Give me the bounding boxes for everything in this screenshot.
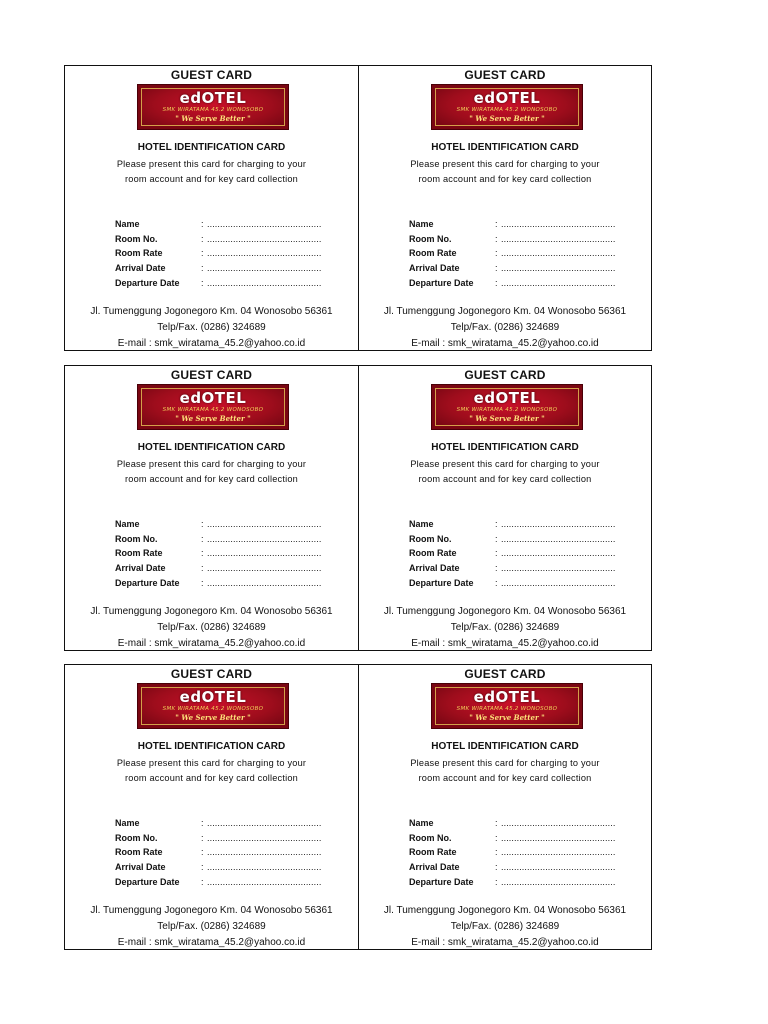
field-label: Room Rate <box>409 548 457 559</box>
field-label: Room Rate <box>115 548 163 559</box>
field-room-no <box>409 232 649 247</box>
field-colon: : <box>495 519 498 530</box>
field-arrival-date <box>115 860 355 875</box>
field-label: Departure Date <box>115 876 180 887</box>
field-departure-date <box>409 874 649 889</box>
field-blank: ............................................ <box>207 818 322 829</box>
field-blank: ............................................ <box>501 248 616 259</box>
hotel-contact <box>359 903 651 950</box>
hotel-contact <box>65 903 358 950</box>
card-title: GUEST CARD <box>464 68 546 82</box>
instruction-text: Please present this card for charging to your room account and for key card collection <box>116 459 307 484</box>
field-blank: ............................................ <box>207 862 322 873</box>
field-label: Room Rate <box>409 847 457 858</box>
hotel-phone: Telp/Fax. (0286) 324689 <box>450 321 560 333</box>
identification-title: HOTEL IDENTIFICATION CARD <box>137 741 286 752</box>
hotel-contact <box>359 304 651 351</box>
field-departure-date <box>115 874 355 889</box>
logo-subtitle: SMK WIRATAMA 45.2 WONOSOBO <box>456 706 558 712</box>
card-title: GUEST CARD <box>464 667 546 681</box>
field-colon: : <box>201 263 204 274</box>
field-blank: ............................................ <box>207 548 322 559</box>
field-blank: ............................................ <box>207 263 322 274</box>
field-blank: ............................................ <box>501 233 616 244</box>
logo-subtitle: SMK WIRATAMA 45.2 WONOSOBO <box>456 407 558 413</box>
field-colon: : <box>495 563 498 574</box>
field-blank: ............................................ <box>501 847 616 858</box>
field-blank: ............................................ <box>501 219 616 230</box>
field-blank: ............................................ <box>207 277 322 288</box>
logo-subtitle: SMK WIRATAMA 45.2 WONOSOBO <box>162 107 264 113</box>
field-label: Room No. <box>115 832 158 843</box>
field-departure-date <box>409 575 649 590</box>
field-colon: : <box>201 248 204 259</box>
field-label: Name <box>115 519 140 530</box>
guest-fields <box>409 816 649 889</box>
hotel-address: Jl. Tumenggung Jogonegoro Km. 04 Wonosobo 56361 <box>383 606 627 617</box>
card-title: GUEST CARD <box>170 68 253 82</box>
field-departure-date <box>115 575 355 590</box>
field-arrival-date <box>115 261 355 276</box>
field-blank: ............................................ <box>501 862 616 873</box>
field-label: Name <box>409 818 434 829</box>
field-label: Departure Date <box>115 277 180 288</box>
field-blank: ............................................ <box>207 577 322 588</box>
hotel-phone: Telp/Fax. (0286) 324689 <box>157 621 266 633</box>
hotel-logo <box>431 384 583 430</box>
hotel-email: E-mail : smk_wiratama_45.2@yahoo.co.id <box>411 337 599 349</box>
field-colon: : <box>495 832 498 843</box>
field-blank: ............................................ <box>207 233 322 244</box>
logo-brand: edOTEL <box>473 389 541 407</box>
field-arrival-date <box>409 860 649 875</box>
logo-brand: edOTEL <box>473 89 541 107</box>
field-room-rate <box>115 845 355 860</box>
field-blank: ............................................ <box>207 219 322 230</box>
card-row-1 <box>64 65 652 351</box>
guest-fields <box>409 217 649 290</box>
field-room-no <box>409 831 649 846</box>
field-blank: ............................................ <box>207 563 322 574</box>
field-colon: : <box>201 563 204 574</box>
field-colon: : <box>201 519 204 530</box>
field-name <box>409 816 649 831</box>
hotel-logo <box>137 84 289 130</box>
field-blank: ............................................ <box>207 519 322 530</box>
field-room-rate <box>409 546 649 561</box>
hotel-address: Jl. Tumenggung Jogonegoro Km. 04 Wonosobo 56361 <box>383 306 627 317</box>
field-colon: : <box>495 277 498 288</box>
logo-brand: edOTEL <box>179 389 247 407</box>
field-colon: : <box>495 818 498 829</box>
guest-fields <box>115 217 355 290</box>
card-title: GUEST CARD <box>170 667 253 681</box>
hotel-email: E-mail : smk_wiratama_45.2@yahoo.co.id <box>117 936 306 948</box>
field-label: Departure Date <box>409 876 474 887</box>
hotel-contact <box>65 604 358 651</box>
field-colon: : <box>201 876 204 887</box>
instruction-text: Please present this card for charging to your room account and for key card collection <box>410 758 600 783</box>
instruction-text: Please present this card for charging to your room account and for key card collection <box>116 758 307 783</box>
logo-subtitle: SMK WIRATAMA 45.2 WONOSOBO <box>162 706 264 712</box>
logo-brand: edOTEL <box>179 688 247 706</box>
field-colon: : <box>495 248 498 259</box>
guest-fields <box>409 517 649 590</box>
field-name <box>115 816 355 831</box>
field-label: Departure Date <box>115 577 180 588</box>
instruction-text: Please present this card for charging to your room account and for key card collection <box>410 159 600 184</box>
field-label: Room No. <box>115 533 158 544</box>
field-colon: : <box>495 548 498 559</box>
field-label: Room No. <box>409 832 452 843</box>
logo-slogan: " We Serve Better " <box>469 114 545 123</box>
field-label: Arrival Date <box>115 862 166 873</box>
field-blank: ............................................ <box>501 832 616 843</box>
field-room-no <box>115 831 355 846</box>
field-label: Room Rate <box>115 847 163 858</box>
field-label: Room No. <box>409 533 452 544</box>
hotel-contact <box>65 304 358 351</box>
hotel-email: E-mail : smk_wiratama_45.2@yahoo.co.id <box>117 637 306 649</box>
field-label: Arrival Date <box>115 263 166 274</box>
hotel-address: Jl. Tumenggung Jogonegoro Km. 04 Wonosobo 56361 <box>383 905 627 916</box>
field-blank: ............................................ <box>501 519 616 530</box>
field-name <box>409 517 649 532</box>
field-label: Room Rate <box>115 248 163 259</box>
card-title: GUEST CARD <box>170 368 253 382</box>
guest-fields <box>115 816 355 889</box>
guest-fields <box>115 517 355 590</box>
field-blank: ............................................ <box>501 277 616 288</box>
field-colon: : <box>201 862 204 873</box>
field-name <box>115 517 355 532</box>
hotel-address: Jl. Tumenggung Jogonegoro Km. 04 Wonosobo 56361 <box>90 306 333 317</box>
field-colon: : <box>495 219 498 230</box>
field-blank: ............................................ <box>501 563 616 574</box>
field-departure-date <box>409 275 649 290</box>
guest-card <box>65 66 358 350</box>
instruction-text: Please present this card for charging to your room account and for key card collection <box>410 459 600 484</box>
hotel-logo <box>431 84 583 130</box>
hotel-phone: Telp/Fax. (0286) 324689 <box>450 920 560 932</box>
field-colon: : <box>201 219 204 230</box>
field-blank: ............................................ <box>207 248 322 259</box>
field-label: Room No. <box>409 233 452 244</box>
field-name <box>115 217 355 232</box>
field-colon: : <box>495 862 498 873</box>
logo-slogan: " We Serve Better " <box>175 713 251 722</box>
field-blank: ............................................ <box>207 876 322 887</box>
field-colon: : <box>201 548 204 559</box>
instruction-text: Please present this card for charging to your room account and for key card collection <box>116 159 307 184</box>
field-arrival-date <box>115 561 355 576</box>
logo-subtitle: SMK WIRATAMA 45.2 WONOSOBO <box>162 407 264 413</box>
field-colon: : <box>495 533 498 544</box>
hotel-contact <box>359 604 651 651</box>
field-colon: : <box>201 847 204 858</box>
field-colon: : <box>201 533 204 544</box>
logo-slogan: " We Serve Better " <box>469 414 545 423</box>
field-label: Departure Date <box>409 277 474 288</box>
field-label: Name <box>115 219 140 230</box>
hotel-logo <box>137 384 289 430</box>
field-colon: : <box>201 577 204 588</box>
field-blank: ............................................ <box>501 548 616 559</box>
field-blank: ............................................ <box>501 533 616 544</box>
field-colon: : <box>495 577 498 588</box>
field-blank: ............................................ <box>207 832 322 843</box>
field-label: Room Rate <box>409 248 457 259</box>
logo-slogan: " We Serve Better " <box>175 414 251 423</box>
field-colon: : <box>201 832 204 843</box>
field-colon: : <box>495 876 498 887</box>
field-room-no <box>409 532 649 547</box>
hotel-logo <box>137 683 289 729</box>
field-label: Arrival Date <box>409 563 460 574</box>
logo-subtitle: SMK WIRATAMA 45.2 WONOSOBO <box>456 107 558 113</box>
field-colon: : <box>201 277 204 288</box>
field-blank: ............................................ <box>501 876 616 887</box>
guest-card <box>358 665 651 949</box>
hotel-address: Jl. Tumenggung Jogonegoro Km. 04 Wonosobo 56361 <box>90 905 333 916</box>
field-label: Room No. <box>115 233 158 244</box>
field-blank: ............................................ <box>207 533 322 544</box>
hotel-email: E-mail : smk_wiratama_45.2@yahoo.co.id <box>411 936 599 948</box>
field-room-rate <box>115 246 355 261</box>
logo-slogan: " We Serve Better " <box>175 114 251 123</box>
field-blank: ............................................ <box>501 263 616 274</box>
card-row-2 <box>64 365 652 651</box>
identification-title: HOTEL IDENTIFICATION CARD <box>431 741 579 752</box>
field-departure-date <box>115 275 355 290</box>
field-colon: : <box>495 847 498 858</box>
guest-card <box>65 366 358 650</box>
field-room-rate <box>115 546 355 561</box>
logo-brand: edOTEL <box>473 688 541 706</box>
guest-card <box>358 366 651 650</box>
field-arrival-date <box>409 261 649 276</box>
identification-title: HOTEL IDENTIFICATION CARD <box>137 142 286 153</box>
field-label: Arrival Date <box>115 563 166 574</box>
field-name <box>409 217 649 232</box>
logo-brand: edOTEL <box>179 89 247 107</box>
field-label: Arrival Date <box>409 862 460 873</box>
hotel-address: Jl. Tumenggung Jogonegoro Km. 04 Wonosobo 56361 <box>90 606 333 617</box>
field-label: Name <box>115 818 140 829</box>
field-room-rate <box>409 845 649 860</box>
hotel-logo <box>431 683 583 729</box>
field-room-no <box>115 532 355 547</box>
hotel-phone: Telp/Fax. (0286) 324689 <box>450 621 560 633</box>
hotel-email: E-mail : smk_wiratama_45.2@yahoo.co.id <box>117 337 306 349</box>
identification-title: HOTEL IDENTIFICATION CARD <box>431 442 579 453</box>
identification-title: HOTEL IDENTIFICATION CARD <box>431 142 579 153</box>
field-room-rate <box>409 246 649 261</box>
field-colon: : <box>201 233 204 244</box>
field-label: Name <box>409 219 434 230</box>
field-blank: ............................................ <box>501 577 616 588</box>
hotel-email: E-mail : smk_wiratama_45.2@yahoo.co.id <box>411 637 599 649</box>
field-colon: : <box>201 818 204 829</box>
logo-slogan: " We Serve Better " <box>469 713 545 722</box>
hotel-phone: Telp/Fax. (0286) 324689 <box>157 920 266 932</box>
field-colon: : <box>495 233 498 244</box>
card-title: GUEST CARD <box>464 368 546 382</box>
field-arrival-date <box>409 561 649 576</box>
field-blank: ............................................ <box>207 847 322 858</box>
guest-card <box>65 665 358 949</box>
hotel-phone: Telp/Fax. (0286) 324689 <box>157 321 266 333</box>
field-colon: : <box>495 263 498 274</box>
field-label: Departure Date <box>409 577 474 588</box>
card-row-3 <box>64 664 652 950</box>
identification-title: HOTEL IDENTIFICATION CARD <box>137 442 286 453</box>
field-room-no <box>115 232 355 247</box>
field-label: Arrival Date <box>409 263 460 274</box>
guest-card <box>358 66 651 350</box>
field-blank: ............................................ <box>501 818 616 829</box>
field-label: Name <box>409 519 434 530</box>
